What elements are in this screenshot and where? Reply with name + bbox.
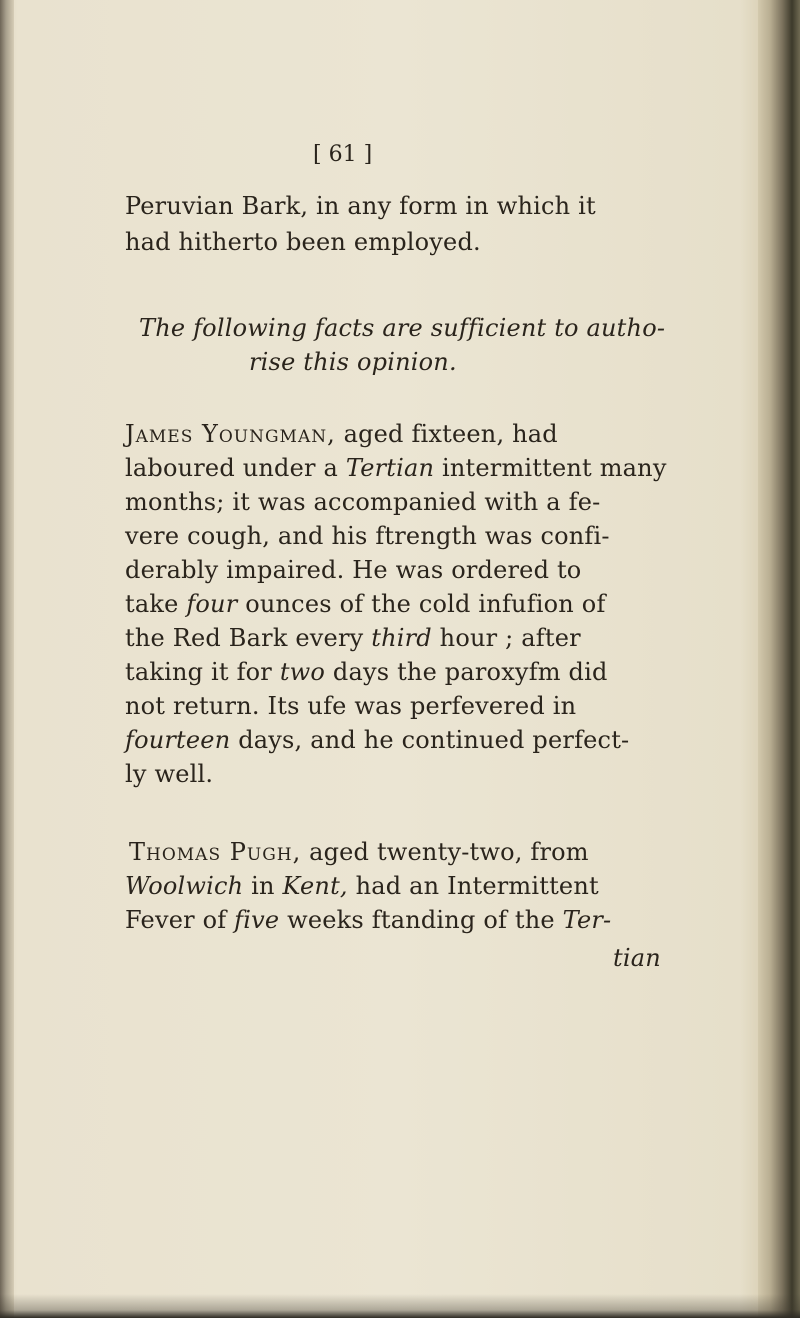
patient-name-pugh: Thomas Pugh, bbox=[129, 838, 302, 866]
case1-line2: laboured under a Tertian intermittent many bbox=[125, 454, 667, 482]
case1-line9: not return. Its ufe was perfevered in bbox=[125, 692, 577, 720]
case1-line4: vere cough, and his ftrength was confi- bbox=[125, 522, 610, 550]
paragraph1-line2: had hitherto been employed. bbox=[125, 228, 481, 256]
case2-line3: Fever of five weeks ftanding of the Ter- bbox=[125, 906, 612, 934]
case1-line6: take four ounces of the cold infufion of bbox=[125, 590, 606, 618]
patient-name-youngman: James Youngman, bbox=[125, 420, 336, 448]
page-bottom-edge bbox=[0, 1294, 800, 1318]
case1-line7: the Red Bark every third hour ; after bbox=[125, 624, 581, 652]
page-number-header: [ 61 ] bbox=[313, 142, 373, 167]
case1-line1: James Youngman, aged fixteen, had bbox=[125, 420, 558, 448]
case1-line8: taking it for two days the paroxyfm did bbox=[125, 658, 608, 686]
page-binding-shadow bbox=[758, 0, 800, 1318]
section-heading-line1: The following facts are sufficient to autho- bbox=[139, 314, 666, 342]
case2-line2: Woolwich in Kent, had an Intermittent bbox=[125, 872, 599, 900]
case1-line10: fourteen days, and he continued perfect- bbox=[125, 726, 630, 754]
page-left-edge bbox=[0, 0, 14, 1318]
catchword: tian bbox=[613, 944, 661, 972]
case1-line11: ly well. bbox=[125, 760, 214, 788]
section-heading-line2: rise this opinion. bbox=[249, 348, 457, 376]
case1-line3: months; it was accompanied with a fe- bbox=[125, 488, 601, 516]
paragraph1-line1: Peruvian Bark, in any form in which it bbox=[125, 192, 596, 220]
case1-line5: derably impaired. He was ordered to bbox=[125, 556, 582, 584]
case2-line1: Thomas Pugh, aged twenty-two, from bbox=[129, 838, 589, 866]
